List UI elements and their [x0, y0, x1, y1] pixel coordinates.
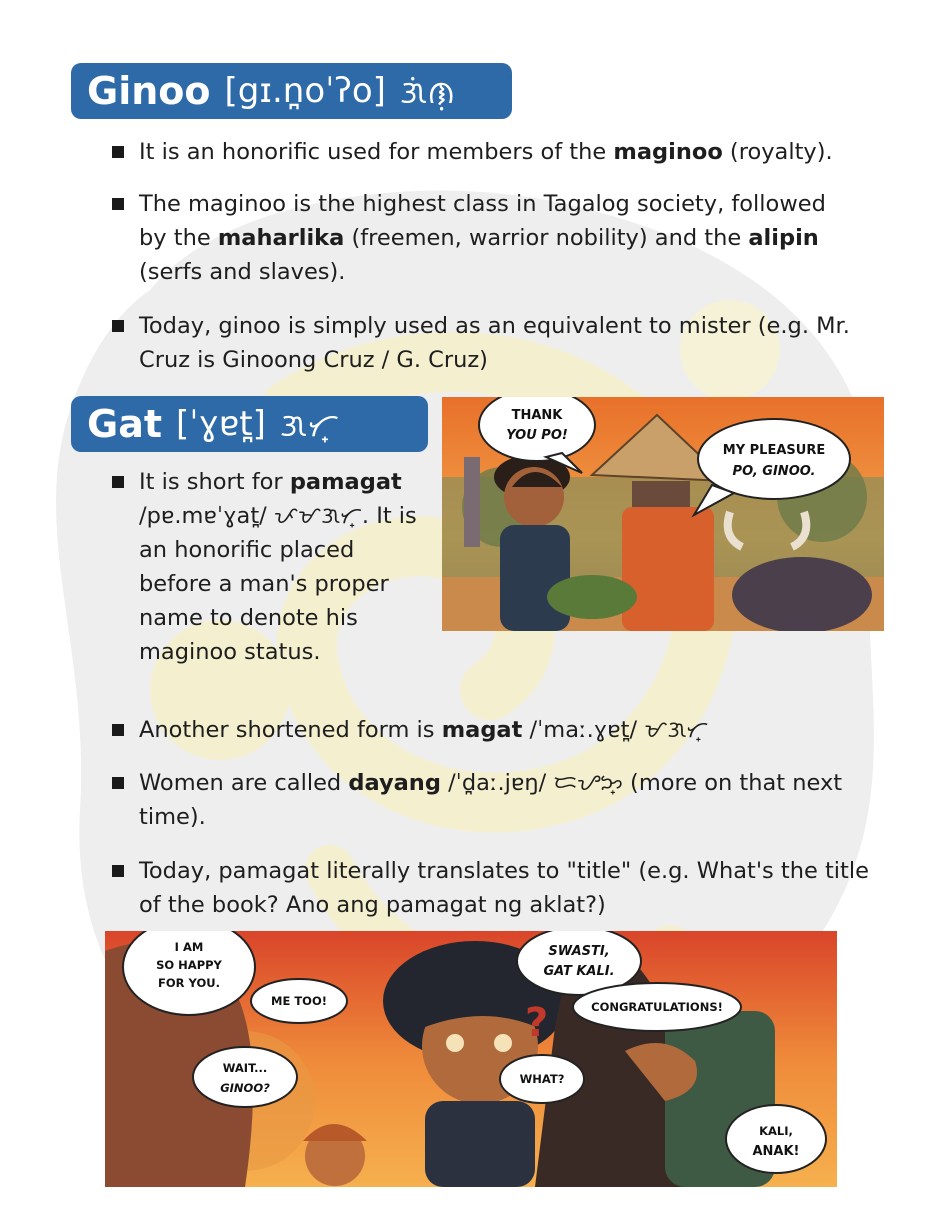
bullet-square-icon	[112, 198, 124, 210]
heading-baybayin: ᜄᜒᜈᜓ	[399, 72, 456, 111]
heading-word: Ginoo	[87, 69, 211, 113]
bullet-text: Today, ginoo is simply used as an equivalent to mister (e.g. Mr. Cruz is Ginoong Cruz / G. Cruz)	[139, 313, 850, 373]
bullet-square-icon	[112, 777, 124, 789]
gat-heading	[71, 396, 428, 452]
bullet-text: Today, pamagat literally translates to "title" (e.g. What's the title of the book? Ano ang pamagat ng aklat?)	[139, 858, 869, 918]
bullet-text: The maginoo is the highest class in Tagalog society, followed by the maharlika (freemen, warrior nobility) and the alipin (serfs and slaves).	[139, 191, 826, 285]
heading-baybayin: ᜄᜆ᜔	[279, 405, 340, 444]
bubble-text: SWASTI,	[548, 944, 610, 959]
comic-panel-market	[442, 397, 884, 631]
bubble-text: CONGRATULATIONS!	[591, 1000, 723, 1014]
bullet-text: Another shortened form is magat /ˈmaː.ɣɐt̪/ ᜋᜄᜆ᜔	[139, 717, 709, 743]
bubble-text: ME TOO!	[271, 994, 327, 1008]
bubble-text: MY PLEASURE	[722, 443, 826, 458]
bubble-text: YOU PO!	[506, 428, 568, 443]
bubble-text: I AM	[174, 940, 204, 954]
bubble-text: FOR YOU.	[158, 976, 220, 990]
comic-panel-congratulations	[105, 931, 837, 1187]
gat-bullet-1	[112, 465, 432, 669]
thought-bubble-wait	[193, 1047, 297, 1107]
bubble-text: WHAT?	[519, 1072, 565, 1086]
bubble-text: GINOO?	[220, 1081, 270, 1095]
ginoo-heading	[71, 63, 512, 119]
bubble-text: ANAK!	[752, 1144, 800, 1159]
ginoo-bullet-3	[112, 309, 872, 377]
gat-bullet-3	[112, 766, 852, 834]
bubble-text: SO HAPPY	[156, 958, 222, 972]
bullet-text: It is an honorific used for members of the maginoo (royalty).	[139, 139, 833, 165]
gat-bullet-2	[112, 713, 892, 747]
heading-word: Gat	[87, 402, 162, 446]
gat-bullet-4	[112, 854, 872, 922]
ginoo-bullet-2	[112, 187, 852, 289]
bullet-text: Women are called dayang /ˈd̪aː.jɐŋ/ ᜇᜌᜅ᜔ (more on that next time).	[139, 770, 843, 830]
bullet-square-icon	[112, 476, 124, 488]
bullet-square-icon	[112, 865, 124, 877]
heading-ipa: [gɪ.n̪oˈʔo]	[224, 71, 386, 111]
bubble-text: KALI,	[759, 1124, 793, 1138]
bubble-text: WAIT...	[222, 1061, 268, 1075]
comic-illustration-congratulations	[105, 931, 837, 1187]
comic-illustration-market	[442, 397, 884, 631]
bubble-text: GAT KALI.	[543, 964, 615, 979]
svg-text:?: ?	[525, 1000, 549, 1046]
bullet-text: It is short for pamagat /pɐ.mɐˈɣat̪/ ᜉᜋᜄᜆ᜔. It is an honorific placed before a man's proper name to denote his maginoo status.	[139, 469, 417, 665]
bubble-text: THANK	[511, 408, 563, 423]
ginoo-bullet-1	[112, 135, 892, 169]
bullet-square-icon	[112, 320, 124, 332]
heading-ipa: [ˈɣɐt̪]	[176, 404, 266, 444]
bullet-square-icon	[112, 724, 124, 736]
speech-bubble-kali-anak	[726, 1105, 826, 1173]
bubble-text: PO, GINOO.	[732, 464, 816, 479]
bullet-square-icon	[112, 146, 124, 158]
